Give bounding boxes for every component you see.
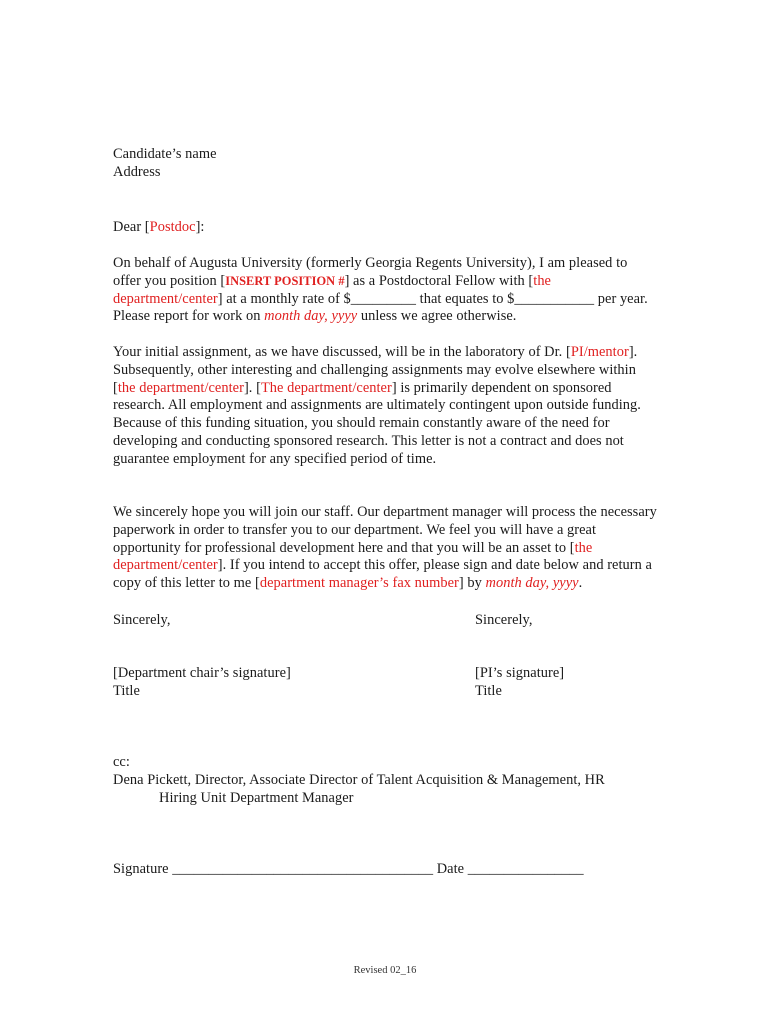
cc-block (113, 754, 658, 807)
candidate-block (113, 146, 658, 182)
p2-text-3: ]. [ (243, 379, 261, 396)
p3-text-3: ] by (458, 575, 486, 592)
closing-right (475, 612, 675, 630)
department-chair-title: Title (113, 682, 140, 699)
sincerely-right: Sincerely, (475, 612, 533, 628)
fax-placeholder: department manager’s fax number (259, 575, 459, 592)
revision-footer: Revised 02_16 (353, 965, 417, 976)
p2-text-2: ]. Subsequently, other interesting and challenging assignments may evolve elsewhere within [ (113, 344, 638, 396)
paragraph-acceptance (113, 504, 658, 593)
department-placeholder: the department/center (113, 539, 593, 574)
salutation-name-placeholder: Postdoc (149, 219, 196, 235)
position-placeholder: INSERT POSITION # (225, 273, 345, 288)
signature-right (475, 665, 675, 701)
sincerely-left: Sincerely, (113, 612, 171, 628)
p1-text-2: ] as a Postdoctoral Fellow with [ (344, 272, 534, 289)
mentor-placeholder: PI/mentor (570, 344, 629, 360)
candidate-name: Candidate’s name (113, 146, 217, 162)
paragraph-offer (113, 255, 658, 326)
pi-title: Title (475, 682, 502, 699)
cc-line-1: Dena Pickett, Director, Associate Director of Talent Acquisition & Management, HR (113, 771, 605, 788)
p2-text-1: Your initial assignment, as we have discussed, will be in the laboratory of Dr. [ (113, 344, 571, 360)
return-date-placeholder: month day, yyyy (485, 575, 579, 592)
salutation-prefix: Dear [ (113, 219, 150, 235)
pi-signature: [PI’s signature] (475, 665, 565, 681)
p3-text-4: . (578, 575, 583, 592)
department-placeholder: The department/center (260, 379, 392, 396)
paragraph-assignment (113, 344, 658, 469)
cc-line-2: Hiring Unit Department Manager (159, 789, 354, 806)
p1-text-3: ] at a monthly rate of $_________ that equates to $___________ per year. Please report for work on (113, 290, 648, 325)
candidate-address: Address (113, 163, 161, 180)
signature-date-line (113, 861, 673, 879)
department-placeholder: the department/center (117, 379, 244, 396)
p3-text-1: We sincerely hope you will join our staff. Our department manager will process the necessary paperwork in order to transfer you to our department. We feel you will have a great opportunity for professional development here and that you will be an asset to [ (113, 504, 657, 556)
cc-label: cc: (113, 754, 130, 770)
salutation-suffix: ]: (195, 219, 205, 235)
department-placeholder: the department/center (113, 272, 551, 307)
start-date-placeholder: month day, yyyy (264, 308, 358, 325)
department-chair-signature: [Department chair’s signature] (113, 665, 291, 681)
signature-date-text: Signature ____________________________________ Date ________________ (113, 861, 584, 877)
p2-text-4: ] is primarily dependent on sponsored research. All employment and assignments are ultimately contingent upon outside funding. Because of this funding situation, you should remain constantly aware of the need for developing and conducting sponsored research. This letter is not a contract and does not guarantee employment for any specified period of time. (113, 379, 641, 467)
p1-text-4: unless we agree otherwise. (357, 308, 517, 325)
salutation (113, 219, 658, 237)
p1-text-1: On behalf of Augusta University (formerly Georgia Regents University), I am pleased to offer you position [ (113, 255, 628, 289)
p3-text-2: ]. If you intend to accept this offer, please sign and date below and return a copy of this letter to me [ (113, 557, 652, 592)
